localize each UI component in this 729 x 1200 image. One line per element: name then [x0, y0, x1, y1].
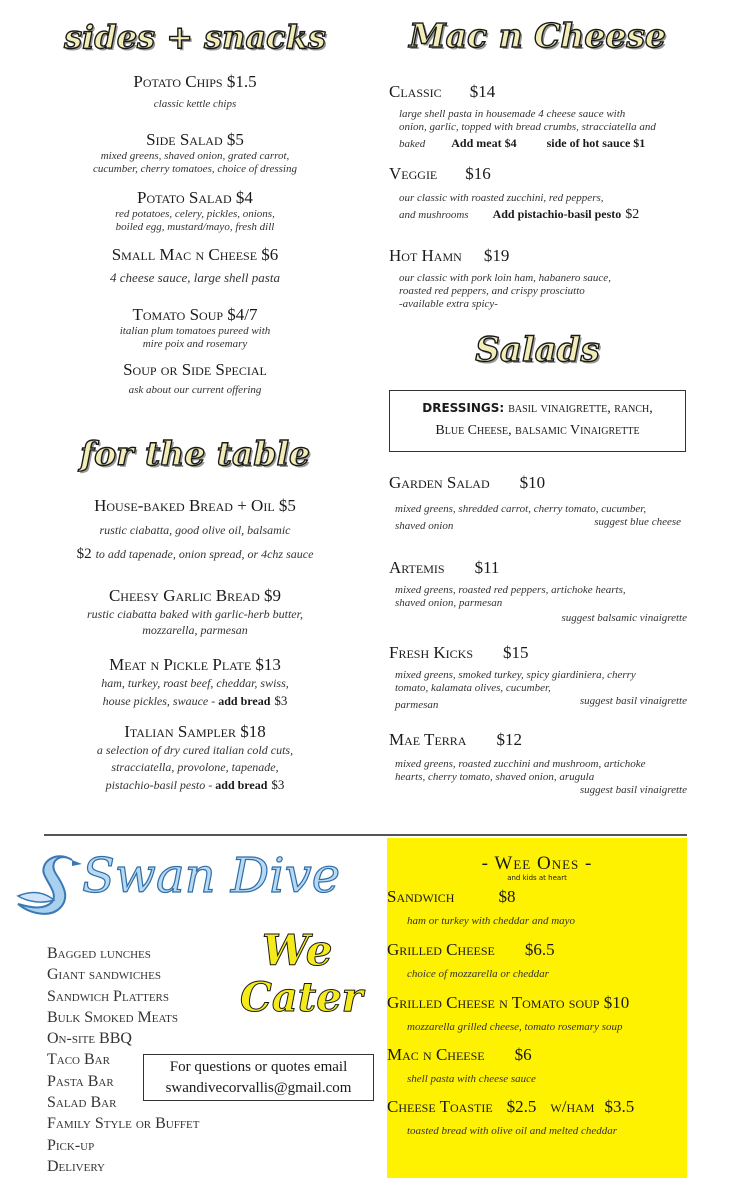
- menu-item: [389, 164, 689, 246]
- item-desc: shell pasta with cheese sauce: [407, 1073, 536, 1085]
- item-title: [389, 558, 689, 578]
- item-name: Veggie: [389, 164, 438, 183]
- service-item: Pasta Bar: [47, 1072, 114, 1090]
- item-price: $10: [519, 473, 546, 492]
- menu-item: [389, 730, 689, 797]
- item-price: $6.5: [524, 940, 555, 959]
- swan-dive-logo-text: Swan Dive: [82, 848, 341, 904]
- item-title: Potato Salad $4: [137, 188, 253, 207]
- item-name: Classic: [389, 82, 442, 101]
- contact-text: For questions or quotes email: [169, 1059, 348, 1075]
- extra-text: to add tapenade, onion spread, or 4chz sauce: [95, 547, 314, 561]
- salads-heading: Salads: [475, 330, 600, 370]
- service-item: Bulk Smoked Meats: [47, 1008, 179, 1026]
- item-name: Artemis: [389, 558, 445, 577]
- wee-item: [387, 940, 687, 993]
- item-name: Mac n Cheese: [387, 1045, 485, 1064]
- wee-item: [387, 1045, 687, 1097]
- item-desc: mixed greens, shaved onion, grated carrot,: [100, 150, 290, 162]
- item-title: Italian Sampler $18: [124, 722, 266, 741]
- item-desc: mixed greens, roasted red peppers, artichoke hearts,: [395, 584, 626, 596]
- item-desc: mozzarella, parmesan: [142, 623, 248, 637]
- item-title: Side Salad $5: [146, 130, 244, 149]
- item-title: Cheesy Garlic Bread $9: [108, 586, 282, 605]
- item-name: Sandwich: [387, 887, 455, 906]
- item-desc-last: [395, 695, 689, 713]
- table-heading: for the table: [79, 434, 311, 473]
- item-title: Potato Chips $1.5: [133, 72, 257, 91]
- item-desc: stracciatella, provolone, tapenade,: [111, 760, 279, 774]
- item-price: $14: [469, 82, 496, 101]
- service-item: Taco Bar: [47, 1051, 110, 1069]
- item-title: [387, 887, 687, 907]
- mac-heading: Mac n Cheese: [409, 16, 666, 55]
- item-title: [389, 164, 689, 184]
- item-price: $2.5: [506, 1097, 537, 1116]
- menu-item: [45, 496, 345, 586]
- item-desc: -available extra spicy-: [399, 298, 498, 310]
- item-name: Grilled Cheese n Tomato soup: [387, 993, 600, 1012]
- service-item: Family Style or Buffet: [47, 1115, 200, 1133]
- menu-item: [60, 72, 330, 130]
- item-desc: rustic ciabatta baked with garlic-herb butter,: [87, 607, 303, 621]
- item-title: House-baked Bread + Oil $5: [94, 496, 296, 515]
- sides-section: [60, 72, 330, 397]
- menu-item: [60, 188, 330, 245]
- item-price: $19: [483, 246, 510, 265]
- item-desc: our classic with pork loin ham, habanero sauce,: [399, 272, 611, 284]
- service-item: Bagged lunches: [47, 945, 151, 962]
- wee-item: [387, 993, 687, 1045]
- menu-item: [45, 722, 345, 794]
- menu-item: [60, 130, 330, 188]
- item-name: Hot Hamn: [389, 246, 462, 265]
- item-desc: our classic with roasted zucchini, red peppers,: [399, 192, 604, 204]
- menu-item: [389, 82, 689, 164]
- service-item: Salad Bar: [47, 1094, 117, 1112]
- item-desc: house pickles, swauce -: [102, 694, 219, 708]
- wee-item: [387, 887, 687, 940]
- item-desc: mire poix and rosemary: [142, 338, 248, 350]
- dressing-suggestion: suggest basil vinaigrette: [579, 695, 687, 707]
- mac-section: [389, 82, 689, 311]
- item-desc: a selection of dry cured italian cold cuts,: [96, 743, 294, 757]
- item-title: [387, 1045, 687, 1065]
- item-desc: onion, garlic, topped with bread crumbs, stracciatella and: [399, 121, 656, 133]
- item-title: [389, 82, 689, 102]
- service-item: Giant sandwiches: [47, 966, 161, 984]
- table-section: [45, 496, 345, 794]
- item-desc: parmesan: [395, 699, 439, 711]
- item-desc: ask about our current offering: [128, 384, 262, 396]
- wee-item: [387, 1097, 687, 1138]
- service-item: Sandwich Platters: [47, 987, 170, 1005]
- item-extra: [45, 545, 345, 563]
- item-title: Small Mac n Cheese $6: [111, 245, 279, 264]
- item-desc-last: [399, 205, 689, 223]
- item-title: [389, 730, 689, 750]
- menu-item: [60, 245, 330, 305]
- item-name: Mae Terra: [389, 730, 467, 749]
- item-desc: tomato, kalamata olives, cucumber,: [395, 682, 551, 694]
- item-desc: mixed greens, roasted zucchini and mushroom, artichoke: [395, 758, 646, 770]
- add-bread-price: $3: [271, 777, 285, 792]
- item-desc-block: [389, 584, 689, 625]
- item-desc: choice of mozzarella or cheddar: [407, 968, 549, 980]
- item-title: [387, 940, 687, 960]
- menu-item: [60, 305, 330, 360]
- item-desc-last: [45, 692, 345, 710]
- item-desc: boiled egg, mustard/mayo, fresh dill: [115, 221, 275, 233]
- item-title: Tomato Soup $4/7: [132, 305, 258, 324]
- addon-meat: Add meat $4: [451, 136, 517, 150]
- service-item: Delivery: [47, 1157, 105, 1175]
- salads-section: [389, 473, 689, 797]
- item-price: $8: [498, 887, 516, 906]
- item-title: Meat n Pickle Plate $13: [109, 655, 281, 674]
- item-desc-last: [45, 776, 345, 794]
- menu-item: [389, 643, 689, 730]
- wee-ones-heading: - Wee Ones -: [481, 853, 593, 874]
- menu-item: [45, 586, 345, 655]
- item-desc: hearts, cherry tomato, shaved onion, arugula: [395, 771, 595, 783]
- wee-ones-subheading: and kids at heart: [507, 874, 567, 882]
- dressings-label: DRESSINGS:: [422, 401, 505, 415]
- extra-price: $2: [76, 546, 92, 562]
- item-desc: pistachio-basil pesto -: [105, 778, 216, 792]
- item-desc-last: [399, 134, 689, 152]
- dressing-suggestion: suggest balsamic vinaigrette: [561, 612, 687, 624]
- add-bread-note: add bread: [218, 694, 271, 708]
- menu-item: [389, 246, 689, 311]
- item-title: [389, 246, 689, 266]
- item-name: Fresh Kicks: [389, 643, 473, 662]
- item-desc: rustic ciabatta, good olive oil, balsamic: [99, 523, 291, 537]
- item-title: [387, 993, 687, 1013]
- section-divider: [44, 834, 687, 836]
- item-desc: mixed greens, smoked turkey, spicy giardiniera, cherry: [395, 669, 636, 681]
- item-title: [387, 1097, 687, 1117]
- item-title: [389, 473, 689, 493]
- add-bread-price: $3: [274, 693, 288, 708]
- item-desc: roasted red peppers, and crispy prosciutto: [399, 285, 585, 297]
- dressings-line: [390, 399, 685, 417]
- item-desc: toasted bread with olive oil and melted cheddar: [407, 1125, 618, 1137]
- item-desc: large shell pasta in housemade 4 cheese sauce with: [399, 108, 626, 120]
- dressings-text: basil vinaigrette, ranch,: [508, 401, 653, 416]
- item-desc: mixed greens, shredded carrot, cherry tomato, cucumber,: [395, 503, 647, 515]
- item-desc: ham or turkey with cheddar and mayo: [407, 915, 576, 927]
- item-desc: classic kettle chips: [153, 98, 237, 110]
- item-desc: 4 cheese sauce, large shell pasta: [110, 270, 280, 285]
- ham-label: w/ham: [550, 1097, 595, 1116]
- wee-ones-panel: [387, 838, 687, 1178]
- service-item: Pick-up: [47, 1136, 95, 1154]
- item-title: Soup or Side Special: [123, 360, 267, 379]
- item-desc-block: [389, 503, 689, 534]
- menu-item: [45, 655, 345, 722]
- item-desc: italian plum tomatoes pureed with: [119, 325, 271, 337]
- dressing-suggestion: suggest basil vinaigrette: [579, 784, 687, 796]
- item-desc-block: [389, 669, 689, 713]
- item-desc: and mushrooms: [399, 209, 469, 221]
- we-text: We: [262, 926, 333, 975]
- item-title: [389, 643, 689, 663]
- item-desc: baked: [399, 138, 426, 150]
- item-name: Grilled Cheese: [387, 940, 495, 959]
- item-price: $6: [514, 1045, 532, 1064]
- item-desc-block: [389, 758, 689, 797]
- item-desc: ham, turkey, roast beef, cheddar, swiss,: [101, 676, 289, 690]
- item-price: $12: [496, 730, 522, 749]
- item-desc-block: [389, 108, 689, 152]
- dressings-text: Blue Cheese, balsamic Vinaigrette: [435, 423, 640, 438]
- item-name: Garden Salad: [389, 473, 490, 492]
- item-desc-block: [389, 192, 689, 223]
- ham-price: $3.5: [604, 1097, 635, 1116]
- addon-pesto: Add pistachio-basil pesto: [492, 207, 622, 221]
- item-name: Cheese Toastie: [387, 1097, 493, 1116]
- item-price: $10: [603, 993, 630, 1012]
- menu-item: [389, 473, 689, 558]
- menu-item: [60, 360, 330, 397]
- contact-box: [143, 1054, 374, 1101]
- item-desc: red potatoes, celery, pickles, onions,: [115, 208, 275, 220]
- contact-email[interactable]: swandivecorvallis@gmail.com: [165, 1080, 352, 1096]
- dressings-box: [389, 390, 686, 452]
- addon-hot-sauce: side of hot sauce $1: [546, 136, 646, 150]
- add-bread-note: add bread: [215, 778, 268, 792]
- menu-item: [389, 558, 689, 643]
- item-desc-last: [395, 516, 689, 534]
- cater-text: Cater: [240, 974, 363, 1021]
- item-price: $15: [503, 643, 529, 662]
- item-desc: shaved onion: [395, 520, 454, 532]
- service-item: On-site BBQ: [47, 1030, 132, 1048]
- item-desc: mozzarella grilled cheese, tomato rosemary soup: [407, 1021, 623, 1033]
- addon-price: $2: [625, 207, 640, 222]
- item-desc: shaved onion, parmesan: [395, 597, 503, 609]
- item-desc-block: [389, 272, 689, 311]
- item-desc: cucumber, cherry tomatoes, choice of dressing: [93, 163, 297, 175]
- item-price: $11: [474, 558, 500, 577]
- item-price: $16: [465, 164, 491, 183]
- dressing-suggestion: suggest blue cheese: [594, 516, 681, 528]
- sides-heading: sides + snacks: [64, 18, 326, 56]
